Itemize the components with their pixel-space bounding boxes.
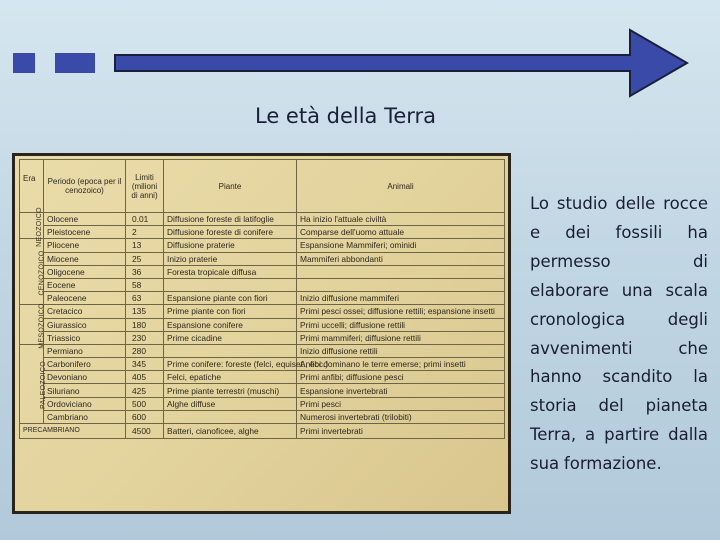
cell-animali: Primi anfibi; diffusione pesci xyxy=(297,371,505,384)
cell-periodo: Eocene xyxy=(44,278,126,291)
cell-piante: Batteri, cianoficee, alghe xyxy=(164,424,297,439)
decorative-square-wide xyxy=(55,53,95,73)
cell-animali xyxy=(297,265,505,278)
eras-table xyxy=(19,159,505,439)
cell-animali: Primi uccelli; diffusione rettili xyxy=(297,318,505,331)
cell-piante: Foresta tropicale diffusa xyxy=(164,265,297,278)
cell-limite: 230 xyxy=(126,331,164,344)
cell-limite: 280 xyxy=(126,344,164,357)
cell-limite: 425 xyxy=(126,384,164,397)
table-row xyxy=(20,252,505,265)
table-row xyxy=(20,305,505,318)
page-title: Le età della Terra xyxy=(255,104,437,128)
cell-limite: 600 xyxy=(126,410,164,423)
cell-periodo: Permiano xyxy=(44,344,126,357)
cell-limite: 405 xyxy=(126,371,164,384)
cell-periodo: Giurassico xyxy=(44,318,126,331)
cell-limite: 63 xyxy=(126,292,164,305)
table-row xyxy=(20,371,505,384)
table-row xyxy=(20,265,505,278)
cell-piante xyxy=(164,278,297,291)
cell-piante: Prime piante terrestri (muschi) xyxy=(164,384,297,397)
table-paper xyxy=(15,156,508,511)
table-row xyxy=(20,410,505,423)
era-label xyxy=(20,302,46,349)
cell-piante: Espansione conifere xyxy=(164,318,297,331)
cell-periodo: Pleistocene xyxy=(44,226,126,239)
cell-limite: 36 xyxy=(126,265,164,278)
table-row xyxy=(20,397,505,410)
table-row xyxy=(20,278,505,291)
cell-piante: Prime piante con fiori xyxy=(164,305,297,318)
cell-precambriano: PRECAMBRIANO xyxy=(20,424,126,439)
cell-limite: 135 xyxy=(126,305,164,318)
cell-animali: Inizio diffusione mammiferi xyxy=(297,292,505,305)
cell-periodo: Carbonifero xyxy=(44,358,126,371)
header-periodo: Periodo (epoca per il cenozoico) xyxy=(44,160,126,213)
cell-limite: 13 xyxy=(126,239,164,252)
cell-periodo: Oligocene xyxy=(44,265,126,278)
cell-limite: 345 xyxy=(126,358,164,371)
table-row-precambriano xyxy=(20,424,505,439)
cell-periodo: Triassico xyxy=(44,331,126,344)
cell-animali: Ha inizio l'attuale civiltà xyxy=(297,213,505,226)
table-header-row xyxy=(20,160,505,213)
cell-limite: 2 xyxy=(126,226,164,239)
era-label xyxy=(20,344,47,423)
table-row xyxy=(20,331,505,344)
cell-piante: Prime conifere: foreste (felci, equiset., ecc.) xyxy=(164,358,297,371)
cell-animali: Espansione Mammiferi; ominidi xyxy=(297,239,505,252)
cell-limite: 25 xyxy=(126,252,164,265)
description-paragraph: Lo studio delle rocce e dei fossili ha permesso di elaborare una scala cronologica degli avvenimenti che hanno scandito la storia del pianeta Terra, a partire dalla sua formazione. xyxy=(530,194,708,474)
arrow-right-icon xyxy=(115,28,695,98)
cell-periodo: Pliocene xyxy=(44,239,126,252)
cell-periodo: Olocene xyxy=(44,213,126,226)
cell-periodo: Ordoviciano xyxy=(44,397,126,410)
cell-animali: Inizio diffusione rettili xyxy=(297,344,505,357)
era-name: NEOZOICO xyxy=(35,206,43,247)
cell-periodo: Paleocene xyxy=(44,292,126,305)
table-row xyxy=(20,384,505,397)
cell-piante xyxy=(164,410,297,423)
cell-piante: Diffusione foreste di conifere xyxy=(164,226,297,239)
table-row xyxy=(20,292,505,305)
table-row xyxy=(20,226,505,239)
table-row xyxy=(20,213,505,226)
cell-limite: 4500 xyxy=(126,424,164,439)
table-row xyxy=(20,358,505,371)
cell-periodo: Cretacico xyxy=(44,305,126,318)
header-limiti: Limiti (milioni di anni) xyxy=(126,160,164,213)
cell-piante: Diffusione praterie xyxy=(164,239,297,252)
cell-piante: Felci, epatiche xyxy=(164,371,297,384)
table-row xyxy=(20,239,505,252)
cell-piante: Alghe diffuse xyxy=(164,397,297,410)
cell-animali: Primi pesci ossei; diffusione rettili; espansione insetti xyxy=(297,305,505,318)
cell-periodo: Cambriano xyxy=(44,410,126,423)
cell-piante: Prime cicadine xyxy=(164,331,297,344)
cell-animali: Numerosi invertebrati (trilobiti) xyxy=(297,410,505,423)
cell-animali: Anfibi dominano le terre emerse; primi insetti xyxy=(297,358,505,371)
cell-animali xyxy=(297,278,505,291)
cell-animali: Espansione invertebrati xyxy=(297,384,505,397)
cell-piante: Inizio praterie xyxy=(164,252,297,265)
geologic-time-table xyxy=(12,153,511,514)
cell-animali: Mammiferi abbondanti xyxy=(297,252,505,265)
cell-limite: 0.01 xyxy=(126,213,164,226)
table-row xyxy=(20,344,505,357)
era-name: PALEOZOICO xyxy=(40,360,47,409)
cell-limite: 500 xyxy=(126,397,164,410)
cell-animali: Primi invertebrati xyxy=(297,424,505,439)
cell-piante xyxy=(164,344,297,357)
cell-animali: Primi pesci xyxy=(297,397,505,410)
cell-limite: 180 xyxy=(126,318,164,331)
era-label xyxy=(20,206,44,247)
era-name: MESOZOICO xyxy=(38,302,46,349)
cell-animali: Comparse dell'uomo attuale xyxy=(297,226,505,239)
header-piante: Piante xyxy=(164,160,297,213)
cell-limite: 58 xyxy=(126,278,164,291)
era-name: CENOZOICO xyxy=(38,250,46,296)
decorative-square-small xyxy=(13,53,35,73)
table-row xyxy=(20,318,505,331)
cell-piante: Diffusione foreste di latifoglie xyxy=(164,213,297,226)
cell-periodo: Devoniano xyxy=(44,371,126,384)
cell-periodo: Miocene xyxy=(44,252,126,265)
cell-periodo: Siluriano xyxy=(44,384,126,397)
era-label xyxy=(20,239,44,305)
header-era: Era xyxy=(20,160,44,213)
cell-piante: Espansione piante con fiori xyxy=(164,292,297,305)
cell-animali: Primi mammiferi; diffusione rettili xyxy=(297,331,505,344)
header-animali: Animali xyxy=(297,160,505,213)
